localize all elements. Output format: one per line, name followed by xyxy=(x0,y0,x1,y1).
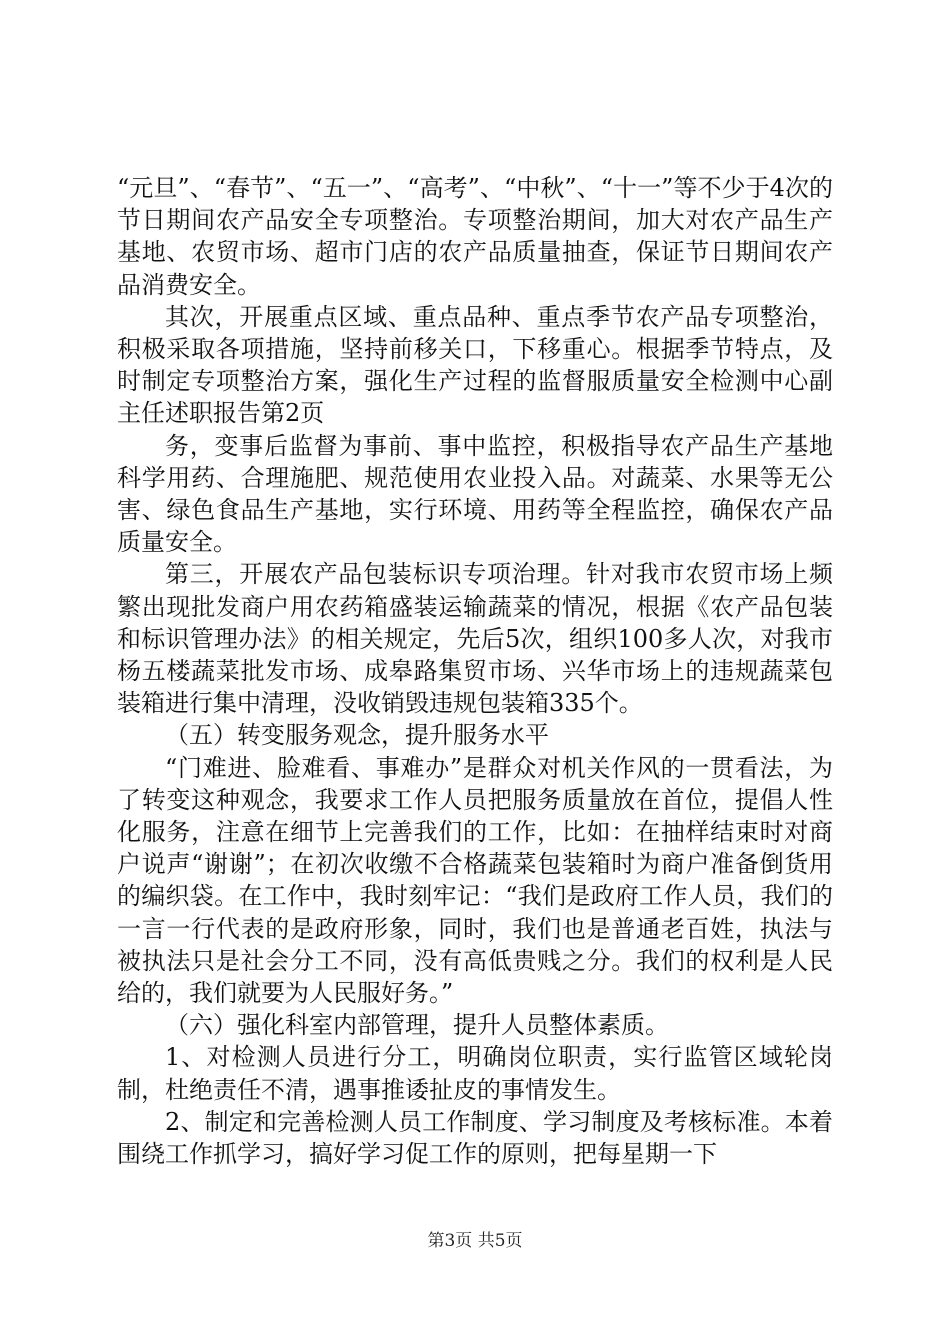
page-footer xyxy=(0,1230,950,1252)
document-body xyxy=(117,172,833,1170)
paragraph-packaging: 第三，开展农产品包装标识专项治理。针对我市农贸市场上频繁出现批发商户用农药箱盛装运输蔬菜的情况，根据《农产品包装和标识管理办法》的相关规定，先后5次，组织100多人次，对我市杨五楼蔬菜批发市场、成皋路集贸市场、兴华市场上的违规蔬菜包装箱进行集中清理，没收销毁违规包装箱335个。 xyxy=(117,560,833,718)
page-number: 第3页 共5页 xyxy=(427,1231,523,1251)
section-heading-five: （五）转变服务观念，提升服务水平 xyxy=(165,721,549,750)
paragraph-service-attitude: “门难进、脸难看、事难办”是群众对机关作风的一贯看法，为了转变这种观念，我要求工作人员把服务质量放在首位，提倡人性化服务，注意在细节上完善我们的工作，比如：在抽样结束时对商户说声“谢谢”；在初次收缴不合格蔬菜包装箱时为商户准备倒货用的编织袋。在工作中，我时刻牢记：“我们是政府工作人员，我们的一言一行代表的是政府形象，同时，我们也是普通老百姓，执法与被执法只是社会分工不同，没有高低贵贱之分。我们的权利是人民给的，我们就要为人民服好务。” xyxy=(117,753,833,1008)
paragraph-key-areas: 其次，开展重点区域、重点品种、重点季节农产品专项整治，积极采取各项措施，坚持前移关口，下移重心。根据季节特点，及时制定专项整治方案，强化生产过程的监督服质量安全检测中心副主任述职报告第2页 xyxy=(117,302,833,428)
paragraph-item-two: 2、制定和完善检测人员工作制度、学习制度及考核标准。本着围绕工作抓学习，搞好学习促工作的原则，把每星期一下 xyxy=(117,1107,833,1169)
paragraph-holiday-inspection: “元旦”、“春节”、“五一”、“高考”、“中秋”、“十一”等不少于4次的节日期间农产品安全专项整治。专项整治期间，加大对农产品生产基地、农贸市场、超市门店的农产品质量抽查，保证节日期间农产品消费安全。 xyxy=(117,174,833,299)
paragraph-item-one: 1、对检测人员进行分工，明确岗位职责，实行监管区域轮岗制，杜绝责任不清，遇事推诿扯皮的事情发生。 xyxy=(117,1043,833,1104)
paragraph-prevention: 务，变事后监督为事前、事中监控，积极指导农产品生产基地科学用药、合理施肥、规范使用农业投入品。对蔬菜、水果等无公害、绿色食品生产基地，实行环境、用药等全程监控，确保农产品质量安全。 xyxy=(117,431,833,557)
section-heading-six: （六）强化科室内部管理，提升人员整体素质。 xyxy=(165,1011,669,1040)
